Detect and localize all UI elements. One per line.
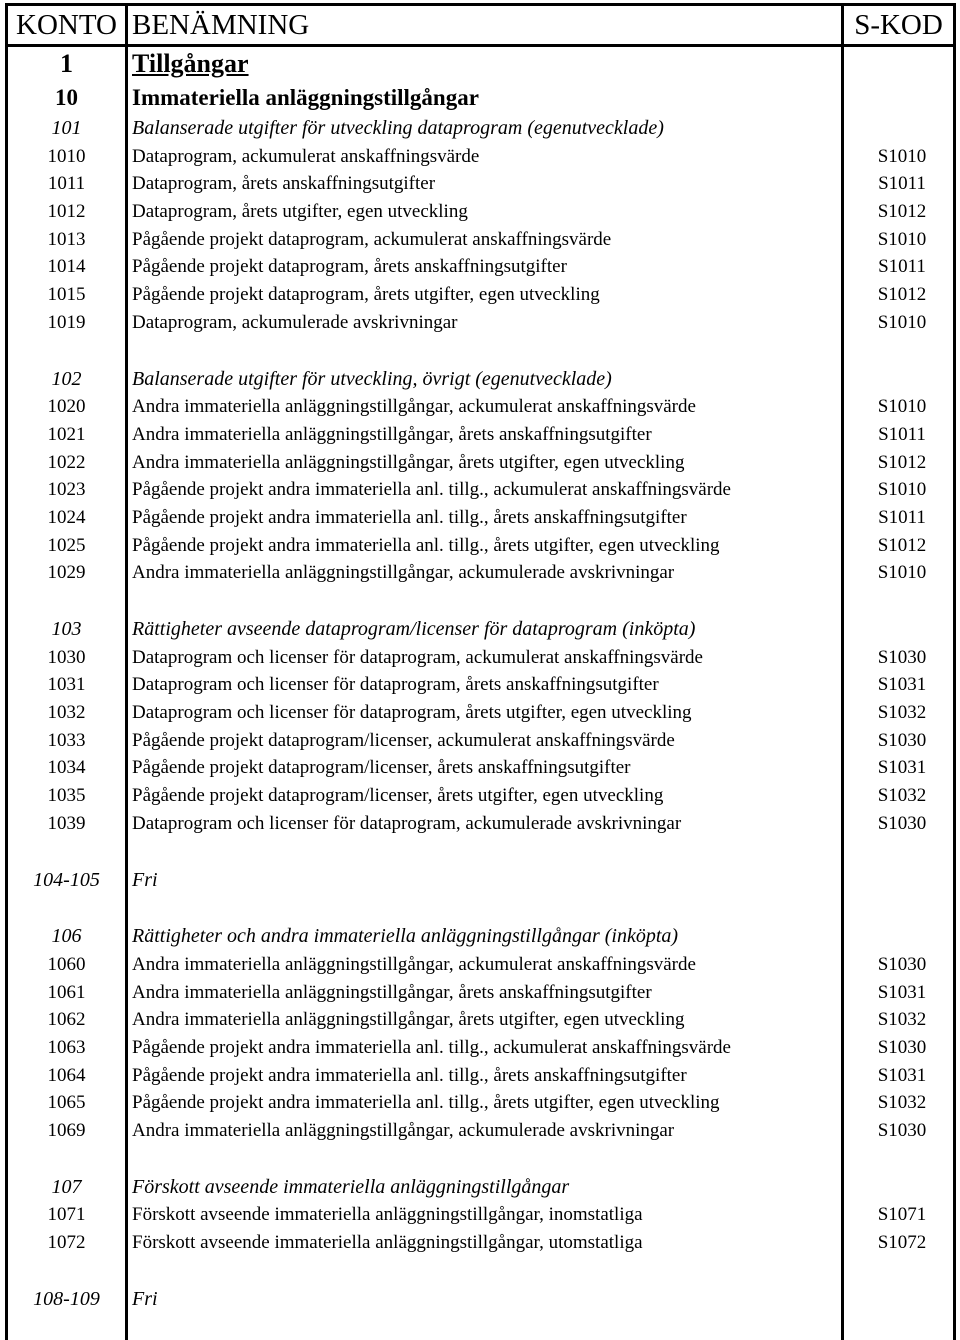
account-name: Immateriella anläggningstillgångar [132, 85, 479, 110]
account-row [5, 476, 956, 504]
account-row [5, 1229, 956, 1257]
s-code: S1010 [877, 228, 927, 250]
s-code: S1032 [877, 1009, 927, 1031]
account-number: 1033 [47, 729, 86, 751]
account-name: Förskott avseende immateriella anläggningstillgångar, utomstatliga [132, 1232, 643, 1254]
s-code: S1031 [877, 1064, 927, 1086]
account-row [5, 782, 956, 810]
s-code: S1010 [877, 479, 927, 501]
s-code: S1010 [877, 311, 927, 333]
account-number: 1061 [47, 981, 86, 1003]
s-code: S1032 [877, 702, 927, 724]
group-heading-row [5, 1174, 956, 1202]
spacer-row [5, 587, 956, 616]
s-code: S1030 [877, 1036, 927, 1058]
account-number: 1024 [47, 506, 86, 528]
account-number: 1015 [47, 284, 86, 306]
account-name: Pågående projekt andra immateriella anl. tillg., ackumulerat anskaffningsvärde [132, 479, 731, 501]
account-number: 1023 [47, 479, 86, 501]
account-name: Balanserade utgifter för utveckling dataprogram (egenutvecklade) [132, 117, 664, 139]
account-number: 1020 [47, 396, 86, 418]
header-konto: KONTO [16, 9, 117, 41]
account-row [5, 253, 956, 281]
group-heading-row [5, 616, 956, 644]
s-code: S1071 [877, 1204, 927, 1226]
s-code: S1012 [877, 534, 927, 556]
account-row [5, 143, 956, 171]
account-number: 1069 [47, 1120, 86, 1141]
account-number: 103 [51, 618, 82, 640]
account-number: 1010 [47, 145, 86, 167]
account-number: 1021 [47, 423, 86, 445]
account-name: Pågående projekt dataprogram/licenser, årets anskaffningsutgifter [132, 757, 631, 779]
s-code: S1011 [878, 256, 926, 278]
account-row [5, 1006, 956, 1034]
account-name: Dataprogram och licenser för dataprogram, årets utgifter, egen utveckling [132, 702, 692, 724]
account-name: Dataprogram och licenser för dataprogram, årets anskaffningsutgifter [132, 674, 659, 696]
account-name: Dataprogram och licenser för dataprogram, ackumulerade avskrivningar [132, 812, 682, 834]
s-code: S1010 [877, 562, 927, 584]
account-number: 1039 [47, 812, 86, 834]
account-name: Pågående projekt dataprogram, ackumulerat anskaffningsvärde [132, 228, 612, 250]
account-name: Pågående projekt andra immateriella anl. tillg., årets utgifter, egen utveckling [132, 1092, 720, 1114]
account-number: 1034 [47, 757, 86, 779]
account-name: Pågående projekt andra immateriella anl. tillg., årets anskaffningsutgifter [132, 1064, 687, 1086]
account-row [5, 1089, 956, 1117]
s-code: S1030 [877, 646, 927, 668]
account-row [5, 671, 956, 699]
account-row [5, 699, 956, 727]
account-number: 1035 [47, 785, 86, 807]
spacer-row [5, 894, 956, 923]
account-number: 1030 [47, 646, 86, 668]
group-heading-row [5, 47, 956, 81]
account-number: 106 [51, 925, 82, 948]
s-code: S1032 [877, 785, 927, 807]
account-row [5, 1062, 956, 1090]
account-name: Pågående projekt andra immateriella anl. tillg., årets utgifter, egen utveckling [132, 534, 720, 556]
s-code: S1010 [877, 145, 927, 167]
account-name: Pågående projekt dataprogram, årets utgifter, egen utveckling [132, 284, 600, 306]
account-rows [5, 47, 956, 1313]
account-name: Pågående projekt andra immateriella anl. tillg., ackumulerat anskaffningsvärde [132, 1036, 731, 1058]
account-name: Dataprogram, ackumulerat anskaffningsvärde [132, 145, 480, 167]
s-code: S1031 [877, 674, 927, 696]
header-skod: S-KOD [854, 9, 943, 41]
account-row [5, 532, 956, 560]
account-name: Andra immateriella anläggningstillgångar, ackumulerat anskaffningsvärde [132, 396, 696, 418]
account-row [5, 449, 956, 477]
account-number: 104-105 [33, 868, 100, 891]
group-heading-row [5, 867, 956, 895]
group-heading-row [5, 366, 956, 394]
account-row [5, 951, 956, 979]
s-code: S1010 [877, 396, 927, 418]
account-name: Andra immateriella anläggningstillgångar, årets utgifter, egen utveckling [132, 451, 685, 473]
spacer-row [5, 1257, 956, 1286]
s-code: S1031 [877, 757, 927, 779]
account-name: Pågående projekt dataprogram/licenser, ackumulerat anskaffningsvärde [132, 729, 675, 751]
account-row [5, 421, 956, 449]
account-row [5, 170, 956, 198]
account-row [5, 504, 956, 532]
account-number: 102 [51, 367, 82, 390]
account-number: 1071 [47, 1204, 86, 1226]
account-number: 1012 [47, 201, 86, 223]
s-code: S1030 [877, 953, 927, 975]
spacer-row [5, 1145, 956, 1174]
account-number: 1011 [47, 173, 86, 195]
account-number: 1022 [47, 451, 86, 473]
account-row [5, 309, 956, 337]
account-number: 1029 [47, 562, 86, 584]
account-number: 1060 [47, 953, 86, 975]
s-code: S1012 [877, 284, 927, 306]
account-number: 1064 [47, 1064, 86, 1086]
account-row [5, 810, 956, 838]
account-name: Förskott avseende immateriella anläggningstillgångar [132, 1175, 570, 1198]
account-name: Rättigheter avseende dataprogram/licenser för dataprogram (inköpta) [132, 618, 696, 640]
account-number: 1032 [47, 702, 86, 724]
account-row [5, 644, 956, 672]
account-number: 1 [60, 49, 73, 78]
spacer-row [5, 838, 956, 867]
account-number: 10 [55, 85, 78, 110]
account-name: Andra immateriella anläggningstillgångar, ackumulerat anskaffningsvärde [132, 953, 696, 975]
account-row [5, 1201, 956, 1229]
account-name: Andra immateriella anläggningstillgångar, årets anskaffningsutgifter [132, 423, 652, 445]
account-name: Rättigheter och andra immateriella anläggningstillgångar (inköpta) [132, 925, 679, 948]
account-row [5, 727, 956, 755]
s-code: S1030 [877, 729, 927, 751]
s-code: S1012 [877, 201, 927, 223]
spacer-row [5, 337, 956, 366]
account-name: Balanserade utgifter för utveckling, övrigt (egenutvecklade) [132, 367, 612, 390]
account-number: 108-109 [33, 1287, 100, 1310]
account-number: 1062 [47, 1009, 86, 1031]
account-name: Tillgångar [132, 49, 249, 78]
account-plan-table [5, 3, 956, 1340]
account-name: Pågående projekt dataprogram, årets anskaffningsutgifter [132, 256, 567, 278]
account-row [5, 393, 956, 421]
account-name: Andra immateriella anläggningstillgångar, årets utgifter, egen utveckling [132, 1009, 685, 1031]
account-number: 107 [51, 1175, 82, 1198]
account-name: Förskott avseende immateriella anläggningstillgångar, inomstatliga [132, 1204, 643, 1226]
account-number: 1019 [47, 311, 86, 333]
account-name: Pågående projekt andra immateriella anl. tillg., årets anskaffningsutgifter [132, 506, 687, 528]
account-name: Dataprogram, årets anskaffningsutgifter [132, 173, 436, 195]
header-benamning: BENÄMNING [132, 9, 310, 41]
s-code: S1031 [877, 981, 927, 1003]
account-row [5, 1034, 956, 1062]
account-row [5, 198, 956, 226]
account-name: Andra immateriella anläggningstillgångar, ackumulerade avskrivningar [132, 1120, 675, 1141]
account-row [5, 281, 956, 309]
account-number: 1072 [47, 1232, 86, 1254]
account-number: 1013 [47, 228, 86, 250]
account-name: Dataprogram, ackumulerade avskrivningar [132, 311, 458, 333]
s-code: S1011 [878, 506, 926, 528]
group-heading-row [5, 81, 956, 115]
account-row [5, 559, 956, 587]
account-row [5, 1117, 956, 1145]
account-number: 1014 [47, 256, 86, 278]
account-name: Dataprogram och licenser för dataprogram, ackumulerat anskaffningsvärde [132, 646, 703, 668]
account-name: Andra immateriella anläggningstillgångar, årets anskaffningsutgifter [132, 981, 652, 1003]
group-heading-row [5, 923, 956, 951]
account-name: Fri [132, 868, 158, 891]
account-number: 1031 [47, 674, 86, 696]
account-number: 1025 [47, 534, 86, 556]
account-number: 1063 [47, 1036, 86, 1058]
account-number: 101 [51, 117, 82, 139]
s-code: S1072 [877, 1232, 927, 1254]
s-code: S1030 [877, 812, 927, 834]
account-row [5, 754, 956, 782]
account-row [5, 979, 956, 1007]
account-row [5, 226, 956, 254]
account-name: Fri [132, 1287, 158, 1310]
group-heading-row [5, 1286, 956, 1314]
s-code: S1012 [877, 451, 927, 473]
account-name: Andra immateriella anläggningstillgångar, ackumulerade avskrivningar [132, 562, 675, 584]
s-code: S1032 [877, 1092, 927, 1114]
account-name: Pågående projekt dataprogram/licenser, årets utgifter, egen utveckling [132, 785, 664, 807]
account-name: Dataprogram, årets utgifter, egen utveckling [132, 201, 468, 223]
s-code: S1011 [878, 423, 926, 445]
group-heading-row [5, 115, 956, 143]
s-code: S1011 [878, 173, 926, 195]
account-number: 1065 [47, 1092, 86, 1114]
s-code: S1030 [877, 1120, 927, 1141]
